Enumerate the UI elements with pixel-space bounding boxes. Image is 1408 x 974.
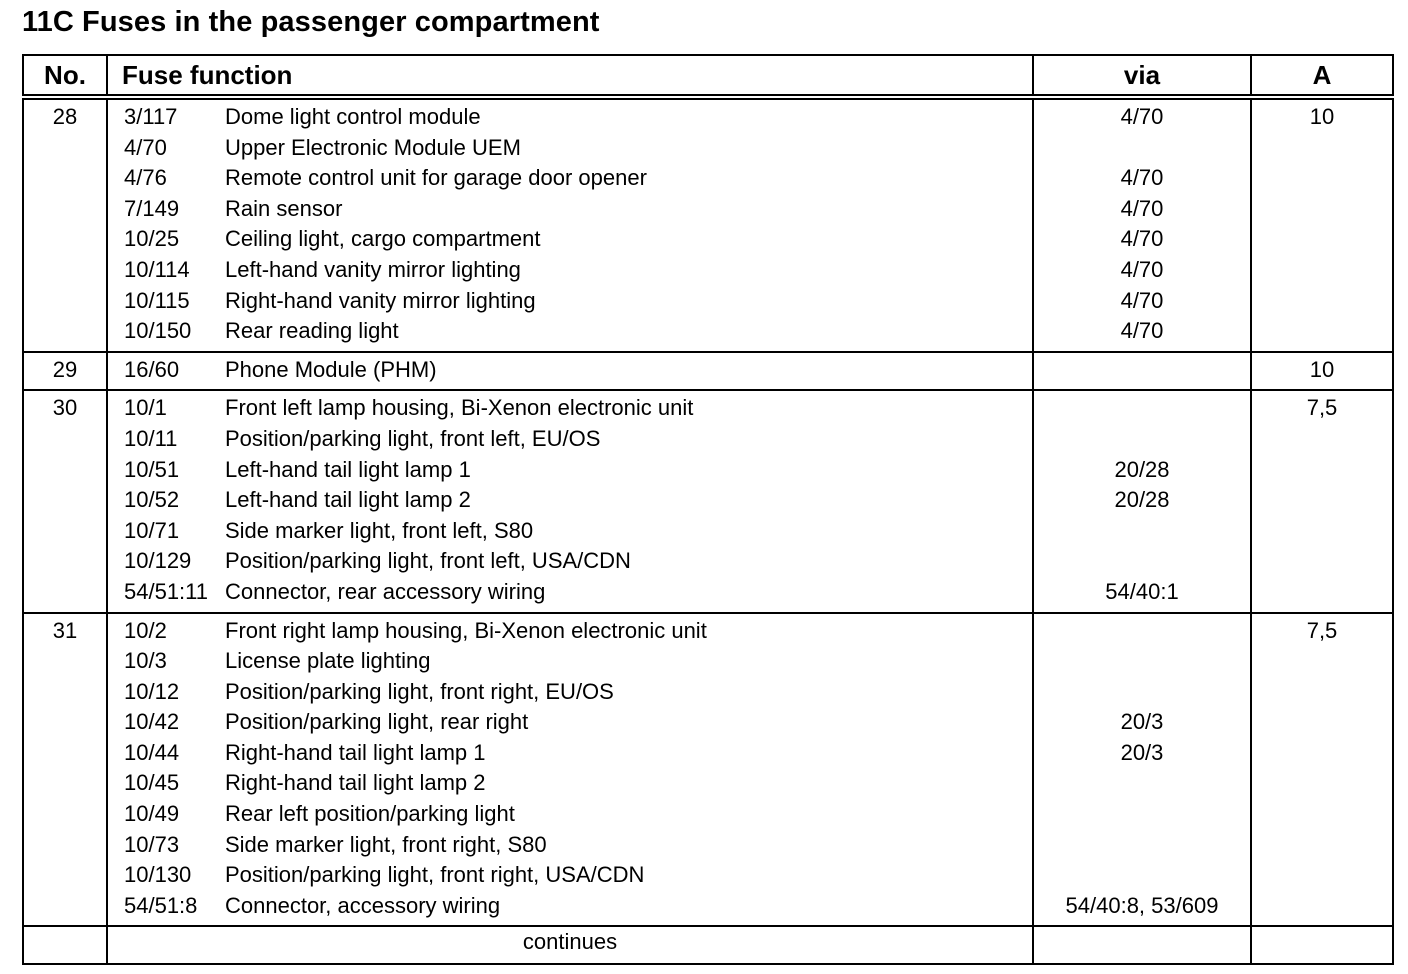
component-code: 10/45 bbox=[124, 770, 180, 796]
component-description: Rear left position/parking light bbox=[225, 801, 515, 827]
component-code: 10/114 bbox=[124, 256, 190, 282]
component-description: Position/parking light, front left, EU/OS bbox=[225, 425, 601, 451]
component-codes bbox=[107, 390, 225, 612]
via-reference bbox=[1034, 393, 1250, 424]
component-code: 10/1 bbox=[124, 395, 167, 421]
header-fuse-function: Fuse function bbox=[107, 55, 1033, 97]
component-codes bbox=[107, 352, 225, 391]
via-reference bbox=[1034, 860, 1250, 891]
component-code: 10/129 bbox=[124, 548, 192, 574]
header-via: via bbox=[1033, 55, 1251, 97]
via-reference: 20/28 bbox=[1114, 456, 1170, 482]
component-code: 10/44 bbox=[124, 739, 180, 765]
component-description: Connector, rear accessory wiring bbox=[225, 578, 546, 604]
component-descriptions bbox=[225, 352, 1033, 391]
component-description: Left-hand vanity mirror lighting bbox=[225, 256, 521, 282]
component-description: Ceiling light, cargo compartment bbox=[225, 226, 541, 252]
via-reference: 20/3 bbox=[1120, 709, 1164, 735]
via-reference: 4/70 bbox=[1120, 226, 1164, 252]
via-reference: 20/3 bbox=[1120, 739, 1164, 765]
component-description: Left-hand tail light lamp 1 bbox=[225, 456, 471, 482]
via-reference: 20/28 bbox=[1114, 487, 1170, 513]
component-code: 10/52 bbox=[124, 487, 180, 513]
fuse-number: 31 bbox=[23, 613, 107, 927]
component-code: 10/49 bbox=[124, 801, 180, 827]
via-references bbox=[1033, 352, 1251, 391]
component-code: 10/73 bbox=[124, 831, 180, 857]
table-header-row bbox=[23, 55, 1393, 97]
component-description: Side marker light, front right, S80 bbox=[225, 831, 547, 857]
fuse-group-row bbox=[23, 97, 1393, 352]
fuse-number: 28 bbox=[23, 97, 107, 352]
via-reference bbox=[1034, 646, 1250, 677]
component-code: 10/115 bbox=[124, 287, 190, 313]
fuse-group-row bbox=[23, 352, 1393, 391]
component-description: Right-hand vanity mirror lighting bbox=[225, 287, 536, 313]
component-descriptions bbox=[225, 390, 1033, 612]
component-code: 10/11 bbox=[124, 425, 178, 451]
via-references bbox=[1033, 390, 1251, 612]
via-reference bbox=[1034, 355, 1250, 386]
via-reference bbox=[1034, 768, 1250, 799]
component-code: 3/117 bbox=[124, 104, 178, 129]
component-description: Position/parking light, front right, EU/OS bbox=[225, 678, 614, 704]
component-codes bbox=[107, 97, 225, 352]
via-reference: 4/70 bbox=[1120, 165, 1164, 191]
component-description: Rear reading light bbox=[225, 318, 399, 344]
component-code: 7/149 bbox=[124, 195, 180, 221]
fuse-amperage: 10 bbox=[1251, 352, 1393, 391]
component-descriptions bbox=[225, 97, 1033, 352]
component-code: 10/25 bbox=[124, 226, 180, 252]
fuse-group-row bbox=[23, 390, 1393, 612]
footer-empty-amp bbox=[1251, 926, 1393, 964]
component-code: 10/71 bbox=[124, 517, 180, 543]
component-description: Left-hand tail light lamp 2 bbox=[225, 487, 471, 513]
component-code: 54/51:11 bbox=[124, 578, 209, 604]
table-footer-row bbox=[23, 926, 1393, 964]
component-descriptions bbox=[225, 613, 1033, 927]
page-title: 11C Fuses in the passenger compartment bbox=[22, 6, 600, 38]
component-description: Upper Electronic Module UEM bbox=[225, 134, 521, 160]
component-description: Position/parking light, rear right bbox=[225, 709, 529, 735]
component-description: Rain sensor bbox=[225, 195, 343, 221]
component-description: Front left lamp housing, Bi-Xenon electronic unit bbox=[225, 395, 694, 421]
component-code: 10/150 bbox=[124, 318, 192, 344]
component-code: 10/130 bbox=[124, 862, 192, 888]
footer-empty-no bbox=[23, 926, 107, 964]
fuse-amperage: 10 bbox=[1251, 97, 1393, 352]
via-reference bbox=[1034, 677, 1250, 708]
component-description: Right-hand tail light lamp 2 bbox=[225, 770, 486, 796]
via-reference: 4/70 bbox=[1120, 256, 1164, 282]
fuse-amperage: 7,5 bbox=[1251, 613, 1393, 927]
component-description: License plate lighting bbox=[225, 648, 431, 674]
component-code: 4/70 bbox=[124, 134, 167, 160]
fuse-table bbox=[22, 54, 1394, 965]
component-description: Remote control unit for garage door opener bbox=[225, 165, 647, 191]
component-description: Connector, accessory wiring bbox=[225, 892, 501, 918]
fuse-amperage: 7,5 bbox=[1251, 390, 1393, 612]
component-codes bbox=[107, 613, 225, 927]
via-references bbox=[1033, 97, 1251, 352]
component-code: 16/60 bbox=[124, 356, 180, 382]
component-description: Front right lamp housing, Bi-Xenon electronic unit bbox=[225, 617, 707, 643]
component-code: 10/51 bbox=[124, 456, 180, 482]
header-amperage: A bbox=[1251, 55, 1393, 97]
component-code: 10/12 bbox=[124, 678, 180, 704]
component-description: Dome light control module bbox=[225, 104, 481, 129]
component-description: Right-hand tail light lamp 1 bbox=[225, 739, 486, 765]
via-reference: 4/70 bbox=[1120, 104, 1164, 129]
header-no: No. bbox=[23, 55, 107, 97]
component-code: 10/2 bbox=[124, 617, 167, 643]
component-code: 10/3 bbox=[124, 648, 167, 674]
via-reference bbox=[1034, 830, 1250, 861]
fuse-group-row bbox=[23, 613, 1393, 927]
component-code: 54/51:8 bbox=[124, 892, 198, 918]
via-reference: 54/40:1 bbox=[1105, 578, 1179, 604]
fuse-table-body bbox=[23, 97, 1393, 926]
fuse-number: 29 bbox=[23, 352, 107, 391]
via-reference bbox=[1034, 133, 1250, 164]
component-description: Position/parking light, front right, USA/CDN bbox=[225, 862, 645, 888]
via-references bbox=[1033, 613, 1251, 927]
component-code: 10/42 bbox=[124, 709, 180, 735]
component-description: Position/parking light, front left, USA/CDN bbox=[225, 548, 631, 574]
via-reference bbox=[1034, 546, 1250, 577]
via-reference bbox=[1034, 799, 1250, 830]
via-reference: 54/40:8, 53/609 bbox=[1065, 892, 1219, 918]
component-description: Side marker light, front left, S80 bbox=[225, 517, 534, 543]
via-reference bbox=[1034, 616, 1250, 647]
component-code: 4/76 bbox=[124, 165, 167, 191]
via-reference bbox=[1034, 516, 1250, 547]
via-reference bbox=[1034, 424, 1250, 455]
via-reference: 4/70 bbox=[1120, 195, 1164, 221]
footer-empty-via bbox=[1033, 926, 1251, 964]
via-reference: 4/70 bbox=[1120, 287, 1164, 313]
component-description: Phone Module (PHM) bbox=[225, 356, 437, 382]
via-reference: 4/70 bbox=[1120, 318, 1164, 344]
continues-note: continues bbox=[107, 926, 1033, 964]
fuse-number: 30 bbox=[23, 390, 107, 612]
